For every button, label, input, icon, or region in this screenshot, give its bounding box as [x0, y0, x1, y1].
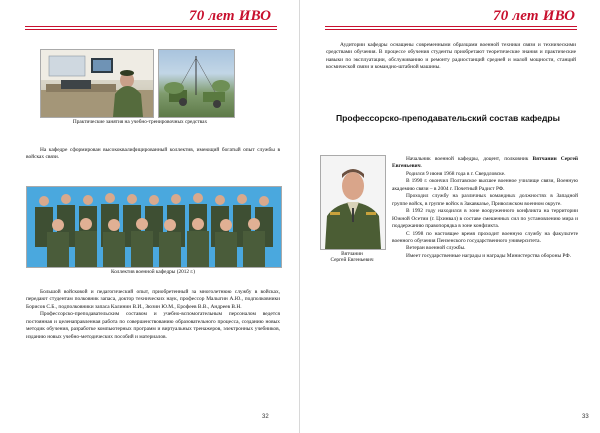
bio-paragraph: Проходил службу на различных командных должностях в Западной группе войск, в группе войск в Закавказье, Приволжском военном округе.	[392, 193, 578, 207]
bio-text	[392, 156, 578, 260]
bio-name: Вятчанин Сергей Евгеньевич	[392, 156, 578, 170]
classroom-photo	[40, 49, 154, 118]
bio-lead-text: Начальник военной кафедры, доцент, полковник	[406, 156, 533, 162]
bio-paragraph: С 1998 по настоящее время проходит военную службу на факультете военного обучения Пензенского государственного университета.	[392, 230, 578, 244]
bio-paragraph: Ветеран военной службы.	[406, 245, 466, 252]
left-paragraph: Большой войсковой и педагогический опыт, приобретенный за многолетнюю службу в войсках, передают студентам полковник запаса, доктор технических наук, профессор Малыгин А.Ю., подполковники Борисов С.Б., подполковники запаса Калинин В.И., Зюзин Ю.М., Ерофеев В.В., Андреев В.Н.	[26, 289, 280, 310]
left-intro-text: На кафедре сформирован высококвалифицированный коллектив, имеющий богатый опыт службы в войсках связи.	[26, 147, 280, 161]
portrait-caption	[318, 251, 386, 263]
bio-lead: Начальник военной кафедры, доцент, полковник Вятчанин Сергей Евгеньевич.	[392, 156, 578, 170]
bio-paragraph: Имеет государственные награды и награды Министерства обороны РФ.	[406, 252, 571, 259]
right-page-number: 33	[582, 414, 589, 420]
portrait-caption-name: Сергей Евгеньевич	[330, 257, 374, 264]
group-photo	[26, 186, 282, 268]
left-header-rule-thin	[25, 29, 277, 30]
right-header-rule-thin	[325, 29, 577, 30]
left-body	[26, 289, 280, 341]
left-header-rule	[25, 26, 277, 27]
right-header-rule	[325, 26, 577, 27]
group-photo-caption: Коллектив военной кафедры (2012 г.)	[110, 269, 196, 275]
left-header-title: 70 лет ИВО	[189, 8, 272, 24]
right-intro-text: Аудитории кафедры оснащены современными образцами военной техники связи и техническими средствами обучения. В процессе обучения студенты приобретают теоретические знания и практические навыки по эксплуатации, обслуживанию и ремонту радиостанций средней и малой мощности, станций космической связи и командно-штабной машины.	[326, 42, 576, 71]
right-header-title: 70 лет ИВО	[493, 8, 576, 24]
bio-paragraph: Родился 9 июня 1968 года в г. Свердловске.	[406, 170, 506, 177]
classroom-caption: Практические занятия на учебно-тренировочных средствах	[72, 119, 208, 125]
left-intro	[26, 147, 280, 162]
left-paragraph: Профессорско-преподавательским составом и учебно-вспомогательным персоналом ведется постоянная и целенаправленная работа по совершенствованию образовательного процесса, созданию новых методик обучения, разработке компьютерных программ и виртуальных тренажеров, электронных учебников, изданию новых учебно-методических пособий и материалов.	[26, 311, 280, 340]
section-title: Профессорско-преподавательский состав кафедры	[335, 113, 561, 123]
portrait-photo	[320, 155, 386, 250]
left-page-number: 32	[262, 414, 269, 420]
bio-paragraph: В 1990 г. окончил Полтавское высшее военное училище связи, Военную академию связи – в 2004 г. Почетный Радист РФ.	[392, 178, 578, 192]
right-intro	[326, 42, 576, 72]
portrait-caption-surname: Вятчанин	[341, 251, 363, 257]
antenna-field-photo	[158, 49, 235, 118]
bio-paragraph: В 1992 году находился в зоне вооруженного конфликта на территории Южной Осетии (г. Цхинвал) в составе смешенных сил по установлению мира и поддержанию правопорядка в зоне конфликта.	[392, 208, 578, 230]
